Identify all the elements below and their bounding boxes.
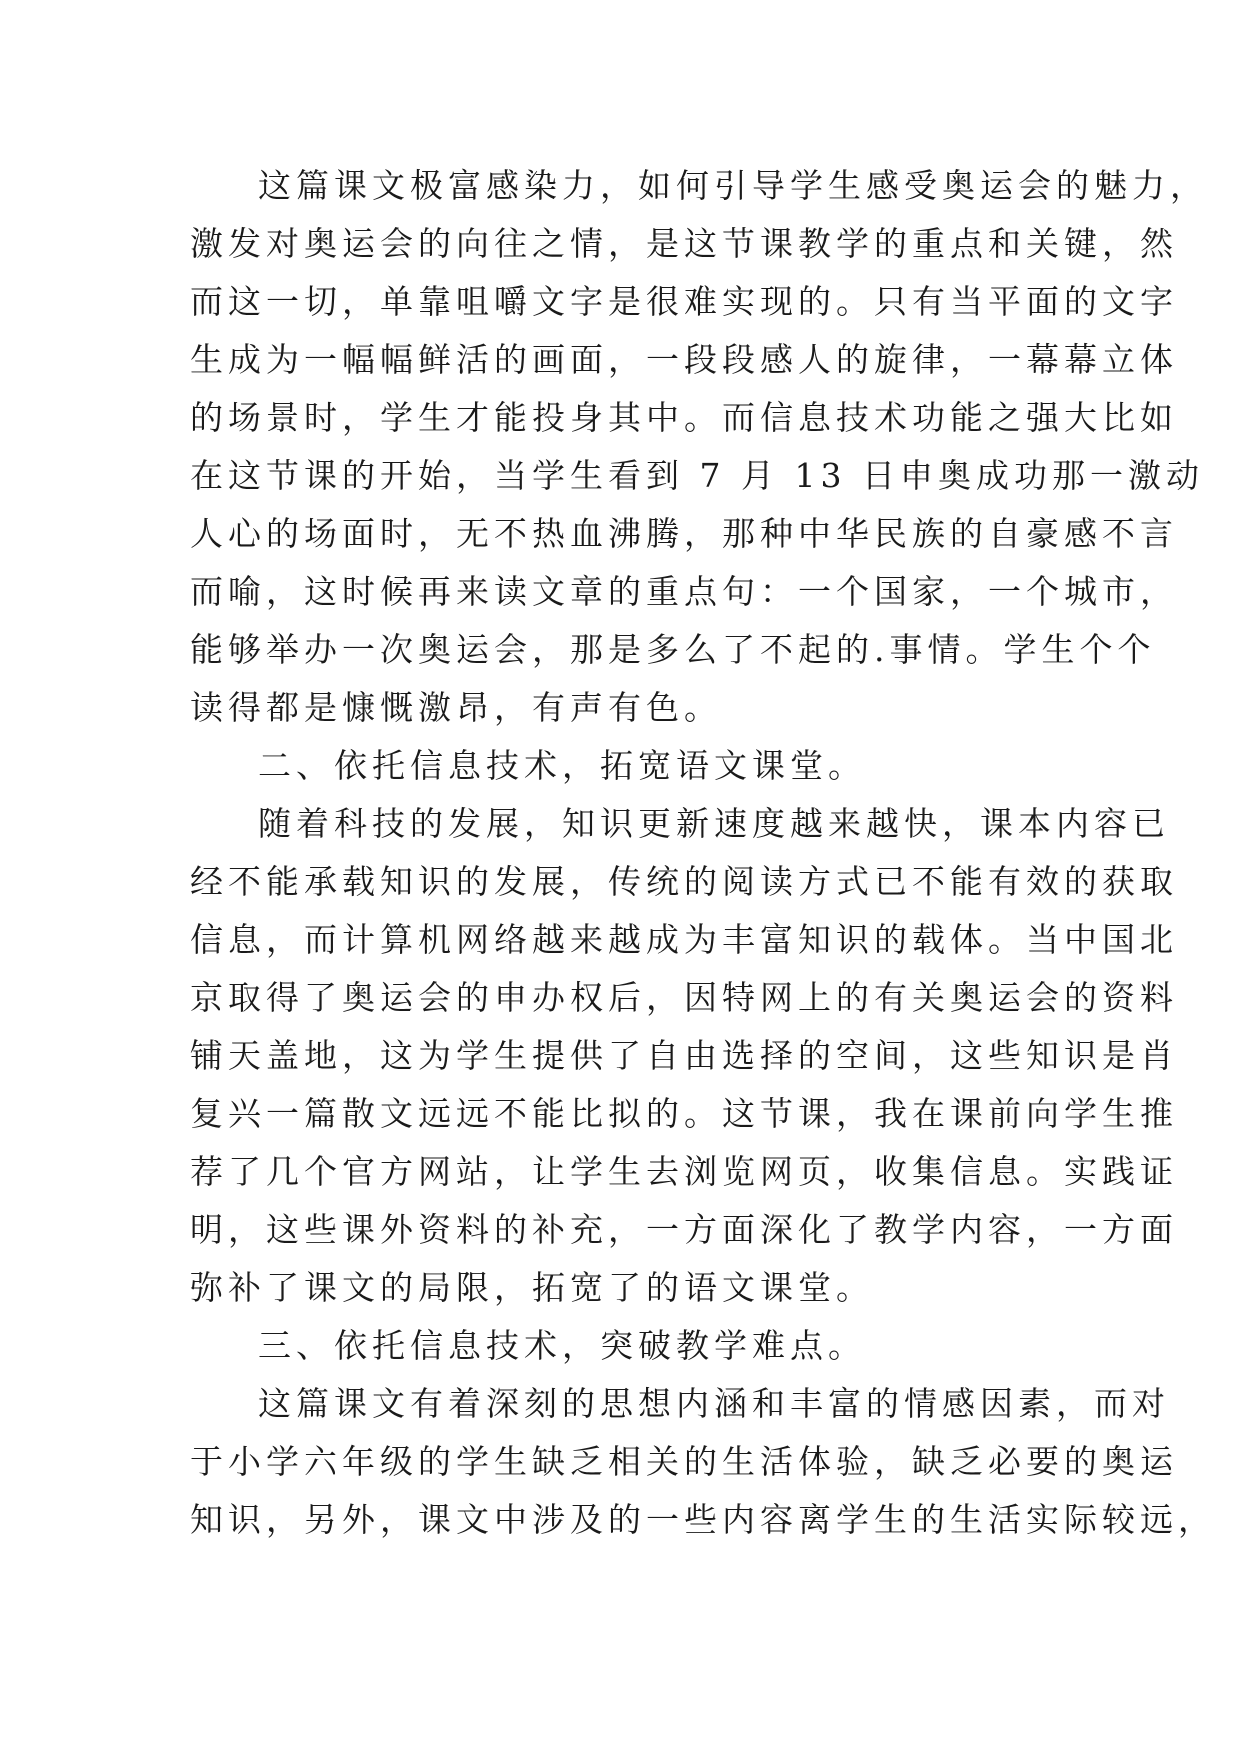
text-line: 读得都是慷慨激昂，有声有色。 (190, 688, 722, 727)
text-line: 经不能承载知识的发展，传统的阅读方式已不能有效的获取 (190, 862, 1178, 901)
text-line: 京取得了奥运会的申办权后，因特网上的有关奥运会的资料 (190, 978, 1178, 1017)
text-line: 信息，而计算机网络越来越成为丰富知识的载体。当中国北 (190, 920, 1178, 959)
text-line: 生成为一幅幅鲜活的画面，一段段感人的旋律，一幕幕立体 (190, 340, 1178, 379)
text-line: 荐了几个官方网站，让学生去浏览网页，收集信息。实践证 (190, 1152, 1178, 1191)
text-line: 于小学六年级的学生缺乏相关的生活体验，缺乏必要的奥运 (190, 1442, 1178, 1481)
section-heading: 二、依托信息技术，拓宽语文课堂。 (258, 746, 866, 785)
text-line: 铺天盖地，这为学生提供了自由选择的空间，这些知识是肖 (190, 1036, 1178, 1075)
text-line: 能够举办一次奥运会，那是多么了不起的.事情。学生个个 (190, 630, 1156, 669)
text-line: 人心的场面时，无不热血沸腾，那种中华民族的自豪感不言 (190, 514, 1178, 553)
text-line: 复兴一篇散文远远不能比拟的。这节课，我在课前向学生推 (190, 1094, 1178, 1133)
text-line: 激发对奥运会的向往之情，是这节课教学的重点和关键，然 (190, 224, 1178, 263)
text-line: 而这一切，单靠咀嚼文字是很难实现的。只有当平面的文字 (190, 282, 1178, 321)
text-line: 这篇课文有着深刻的思想内涵和丰富的情感因素，而对 (258, 1384, 1170, 1423)
text-line: 在这节课的开始，当学生看到 7 月 13 日申奥成功那一激动 (190, 456, 1204, 495)
text-line: 这篇课文极富感染力，如何引导学生感受奥运会的魅力， (258, 166, 1208, 205)
text-line: 弥补了课文的局限，拓宽了的语文课堂。 (190, 1268, 874, 1307)
text-line: 明，这些课外资料的补充，一方面深化了教学内容，一方面 (190, 1210, 1178, 1249)
section-heading: 三、依托信息技术，突破教学难点。 (258, 1326, 866, 1365)
text-line: 的场景时，学生才能投身其中。而信息技术功能之强大比如 (190, 398, 1178, 437)
text-line: 知识，另外，课文中涉及的一些内容离学生的生活实际较远， (190, 1500, 1216, 1539)
text-line: 随着科技的发展，知识更新速度越来越快，课本内容已 (258, 804, 1170, 843)
text-line: 而喻，这时候再来读文章的重点句：一个国家，一个城市， (190, 572, 1178, 611)
